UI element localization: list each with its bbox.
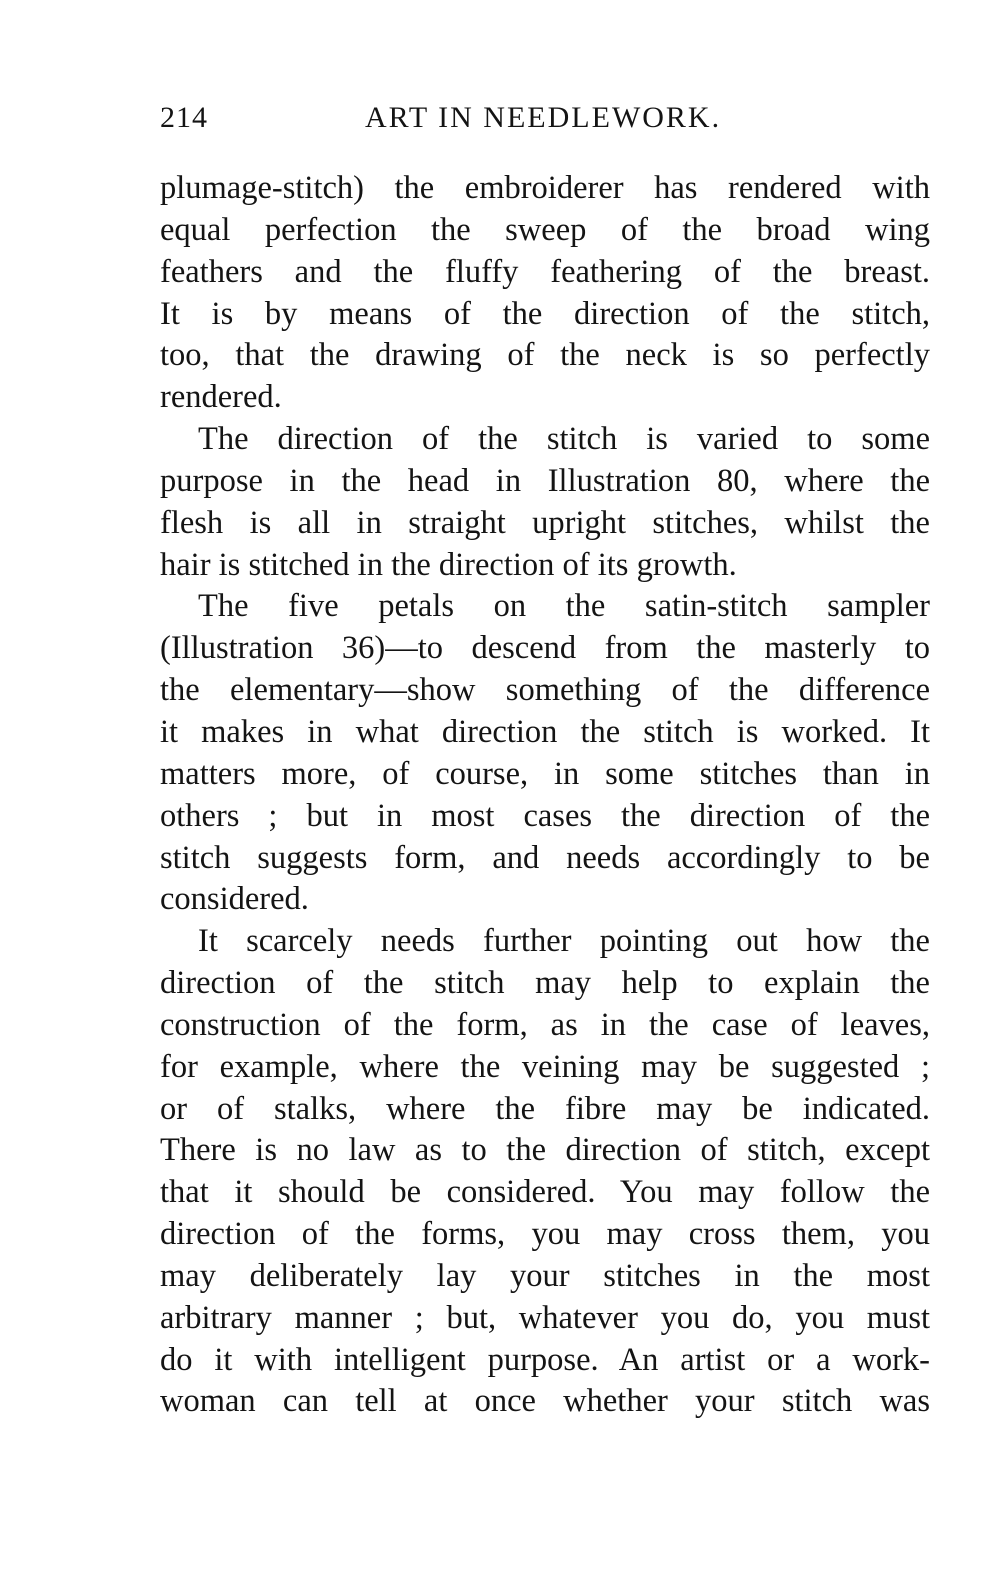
text-line: matters more, of course, in some stitches than in — [160, 755, 930, 792]
text-line: for example, where the veining may be suggested ; — [160, 1048, 930, 1085]
text-line: purpose in the head in Illustration 80, where the — [160, 462, 930, 499]
text-line: There is no law as to the direction of stitch, except — [160, 1132, 930, 1169]
text-line: considered. — [160, 881, 309, 918]
text-line: direction of the stitch may help to explain the — [160, 965, 930, 1002]
text-line: flesh is all in straight upright stitches, whilst the — [160, 504, 930, 541]
running-head: ART IN NEEDLEWORK. — [365, 101, 722, 134]
text-line: It scarcely needs further pointing out how the — [198, 923, 930, 960]
page-header — [160, 98, 930, 138]
text-line: do it with intelligent purpose. An artist or a work- — [160, 1341, 930, 1378]
text-line: The direction of the stitch is varied to some — [198, 421, 930, 458]
paragraph-4 — [160, 921, 930, 1423]
text-line: others ; but in most cases the direction of the — [160, 797, 930, 834]
body-text — [160, 168, 930, 1423]
text-line: too, that the drawing of the neck is so perfectly — [160, 337, 930, 374]
text-line: the elementary—show something of the difference — [160, 672, 930, 709]
text-line: may deliberately lay your stitches in the most — [160, 1257, 930, 1294]
text-line: equal perfection the sweep of the broad wing — [160, 211, 930, 248]
text-line: it makes in what direction the stitch is worked. It — [160, 713, 930, 750]
page-number: 214 — [160, 101, 208, 134]
text-line: construction of the form, as in the case of leaves, — [160, 1006, 930, 1043]
text-line: direction of the forms, you may cross them, you — [160, 1216, 930, 1253]
text-line: arbitrary manner ; but, whatever you do, you must — [160, 1299, 930, 1336]
text-line: hair is stitched in the direction of its growth. — [160, 546, 737, 583]
text-line: stitch suggests form, and needs accordingly to be — [160, 839, 930, 876]
text-line: that it should be considered. You may follow the — [160, 1174, 930, 1211]
text-line: or of stalks, where the fibre may be indicated. — [160, 1090, 930, 1127]
text-line: woman can tell at once whether your stitch was — [160, 1383, 930, 1420]
text-line: The five petals on the satin-stitch sampler — [198, 588, 930, 625]
paragraph-1 — [160, 168, 930, 419]
paragraph-3 — [160, 586, 930, 921]
text-line: plumage-stitch) the embroiderer has rendered with — [160, 170, 930, 206]
text-line: feathers and the fluffy feathering of the breast. — [160, 253, 930, 290]
text-line: rendered. — [160, 379, 282, 416]
text-line: (Illustration 36)—to descend from the masterly to — [160, 630, 930, 667]
paragraph-2 — [160, 419, 930, 586]
text-line: It is by means of the direction of the stitch, — [160, 295, 930, 332]
